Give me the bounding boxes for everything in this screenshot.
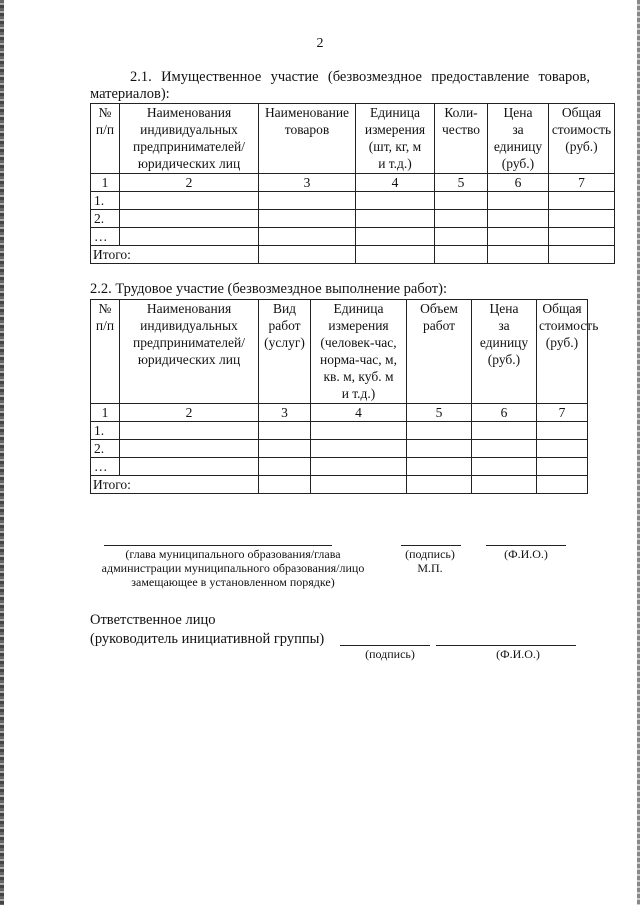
column-header-line: работ [268, 318, 301, 333]
column-header-line: чество [441, 122, 481, 137]
name-line [486, 545, 566, 546]
total-row [91, 476, 588, 494]
empty-cell [488, 228, 549, 246]
column-header-line: Вид [272, 301, 297, 316]
empty-cell [259, 476, 311, 494]
table-row [91, 228, 615, 246]
column-header-line: Общая [542, 301, 582, 316]
empty-cell [311, 458, 407, 476]
empty-cell [549, 192, 615, 210]
column-header-line: п/п [95, 122, 115, 137]
empty-cell [120, 192, 259, 210]
column-header [91, 300, 120, 404]
column-header-line: Цена [503, 105, 533, 120]
column-header-line: норма-час, м, [320, 352, 397, 367]
empty-cell [356, 210, 435, 228]
responsible-signature-line [340, 645, 430, 646]
column-header [472, 300, 537, 404]
column-header-line: измерения [328, 318, 389, 333]
empty-cell [407, 476, 472, 494]
empty-cell [488, 210, 549, 228]
column-header [488, 104, 549, 174]
empty-cell [435, 246, 488, 264]
row-number: 1. [91, 192, 120, 210]
name-caption: (Ф.И.О.) [504, 547, 548, 561]
column-number: 4 [311, 404, 407, 422]
empty-cell [472, 440, 537, 458]
responsible-name-caption: (Ф.И.О.) [496, 647, 540, 661]
head-signature-line [104, 545, 332, 546]
column-header-line: предпринимателей/ [133, 335, 245, 350]
empty-cell [120, 422, 259, 440]
column-number: 4 [356, 174, 435, 192]
column-number: 6 [488, 174, 549, 192]
section-1-title-line-1: 2.1. Имущественное участие (безвозмездное предоставление товаров, [130, 69, 590, 85]
column-header [120, 300, 259, 404]
responsible-name-line [436, 645, 576, 646]
empty-cell [407, 422, 472, 440]
responsible-person-label: Ответственное лицо [90, 612, 216, 628]
column-header-line: за [512, 122, 524, 137]
column-header-line: кв. м, куб. м [323, 369, 394, 384]
scan-edge-left [0, 0, 4, 905]
table-header-row [91, 104, 615, 174]
column-header-line: (человек-час, [320, 335, 397, 350]
column-header [259, 104, 356, 174]
column-header-line: юридических лиц [137, 352, 241, 367]
column-number-row [91, 404, 588, 422]
column-header-line: за [498, 318, 510, 333]
empty-cell [435, 228, 488, 246]
column-header-line: единицу [493, 139, 543, 154]
column-number: 3 [259, 404, 311, 422]
column-header [549, 104, 615, 174]
initiative-group-leader-label: (руководитель инициативной группы) [90, 631, 325, 647]
head-position-caption [88, 547, 378, 589]
empty-cell [407, 458, 472, 476]
column-number: 2 [120, 174, 259, 192]
column-header-line: Общая [561, 105, 602, 120]
signature-caption-text: (подпись) [405, 547, 455, 561]
stamp-placeholder: М.П. [417, 561, 443, 575]
empty-cell [120, 228, 259, 246]
column-header-line: (руб.) [545, 335, 579, 350]
empty-cell [488, 192, 549, 210]
empty-cell [537, 440, 588, 458]
empty-cell [356, 192, 435, 210]
empty-cell [259, 228, 356, 246]
table-row [91, 440, 588, 458]
table-row [91, 458, 588, 476]
row-number: … [91, 458, 120, 476]
empty-cell [259, 422, 311, 440]
column-header-line: № [98, 301, 112, 316]
empty-cell [537, 422, 588, 440]
responsible-signature-caption: (подпись) [365, 647, 415, 661]
column-number: 5 [435, 174, 488, 192]
column-header-line: Наименования [146, 301, 232, 316]
column-header-line: индивидуальных [140, 122, 238, 137]
column-header-line: единицу [479, 335, 529, 350]
column-header [311, 300, 407, 404]
column-header-line: № [98, 105, 112, 120]
head-caption-line-1: (глава муниципального образования/глава [125, 547, 341, 561]
row-number: 2. [91, 440, 120, 458]
empty-cell [549, 246, 615, 264]
empty-cell [311, 476, 407, 494]
table-header-row [91, 300, 588, 404]
empty-cell [259, 246, 356, 264]
column-header-line: измерения [364, 122, 426, 137]
total-label: Итого: [91, 246, 259, 264]
column-header [537, 300, 599, 404]
column-number-row [91, 174, 615, 192]
empty-cell [259, 440, 311, 458]
column-header-line: Наименования [146, 105, 232, 120]
empty-cell [488, 246, 549, 264]
signature-caption [390, 547, 470, 575]
head-caption-line-2: администрации муниципального образования/лицо [101, 561, 365, 575]
section-1-title-line-2: материалов): [90, 86, 170, 102]
empty-cell [120, 440, 259, 458]
column-number: 5 [407, 404, 472, 422]
empty-cell [356, 246, 435, 264]
column-header-line: п/п [95, 318, 115, 333]
column-header-line: Цена [489, 301, 519, 316]
empty-cell [472, 476, 537, 494]
column-header-line: и т.д.) [378, 156, 412, 171]
column-header-line: Коли- [444, 105, 478, 120]
empty-cell [259, 210, 356, 228]
total-row [91, 246, 615, 264]
column-header [259, 300, 311, 404]
column-header-line: Единица [369, 105, 420, 120]
column-header [435, 104, 488, 174]
property-participation-table [90, 103, 615, 264]
empty-cell [537, 476, 588, 494]
column-number: 1 [91, 174, 120, 192]
empty-cell [311, 422, 407, 440]
table-row [91, 192, 615, 210]
empty-cell [537, 458, 588, 476]
labor-participation-table [90, 299, 599, 494]
column-header-line: индивидуальных [140, 318, 238, 333]
empty-cell [120, 210, 259, 228]
column-header [407, 300, 472, 404]
section-2-title: 2.2. Трудовое участие (безвозмездное выполнение работ): [90, 281, 447, 297]
column-header-line: (шт, кг, м [368, 139, 422, 154]
column-header-line: стоимость [539, 318, 599, 333]
empty-cell [435, 192, 488, 210]
column-header-line: стоимость [551, 122, 612, 137]
empty-cell [311, 440, 407, 458]
column-number: 7 [549, 174, 615, 192]
head-caption-line-3: замещающее в установленном порядке) [131, 575, 335, 589]
signature-line [401, 545, 461, 546]
column-number: 2 [120, 404, 259, 422]
column-header [91, 104, 120, 174]
column-number: 1 [91, 404, 120, 422]
column-header-line: (руб.) [565, 139, 598, 154]
empty-cell [472, 422, 537, 440]
column-header-line: Единица [333, 301, 384, 316]
empty-cell [472, 458, 537, 476]
column-header-line: Наименование [264, 105, 350, 120]
empty-cell [120, 458, 259, 476]
column-header [120, 104, 259, 174]
empty-cell [407, 440, 472, 458]
table-row [91, 210, 615, 228]
empty-cell [259, 192, 356, 210]
empty-cell [356, 228, 435, 246]
column-header-line: юридических лиц [137, 156, 241, 171]
empty-cell [435, 210, 488, 228]
column-header-line: работ [422, 318, 456, 333]
row-number: 1. [91, 422, 120, 440]
column-header-line: (руб.) [487, 352, 521, 367]
empty-cell [549, 228, 615, 246]
column-header-line: Объем [420, 301, 458, 316]
column-number: 6 [472, 404, 537, 422]
column-header-line: и т.д.) [341, 386, 376, 401]
empty-cell [259, 458, 311, 476]
row-number: 2. [91, 210, 120, 228]
column-header [356, 104, 435, 174]
column-number: 3 [259, 174, 356, 192]
column-header-line: товаров [284, 122, 330, 137]
row-number: … [91, 228, 120, 246]
column-header-line: (услуг) [264, 335, 305, 350]
column-header-line: предпринимателей/ [133, 139, 245, 154]
table-row [91, 422, 588, 440]
empty-cell [549, 210, 615, 228]
page-number: 2 [316, 36, 324, 51]
section-1-title [90, 69, 590, 103]
column-header-line: (руб.) [501, 156, 535, 171]
column-number: 7 [537, 404, 588, 422]
total-label: Итого: [91, 476, 259, 494]
